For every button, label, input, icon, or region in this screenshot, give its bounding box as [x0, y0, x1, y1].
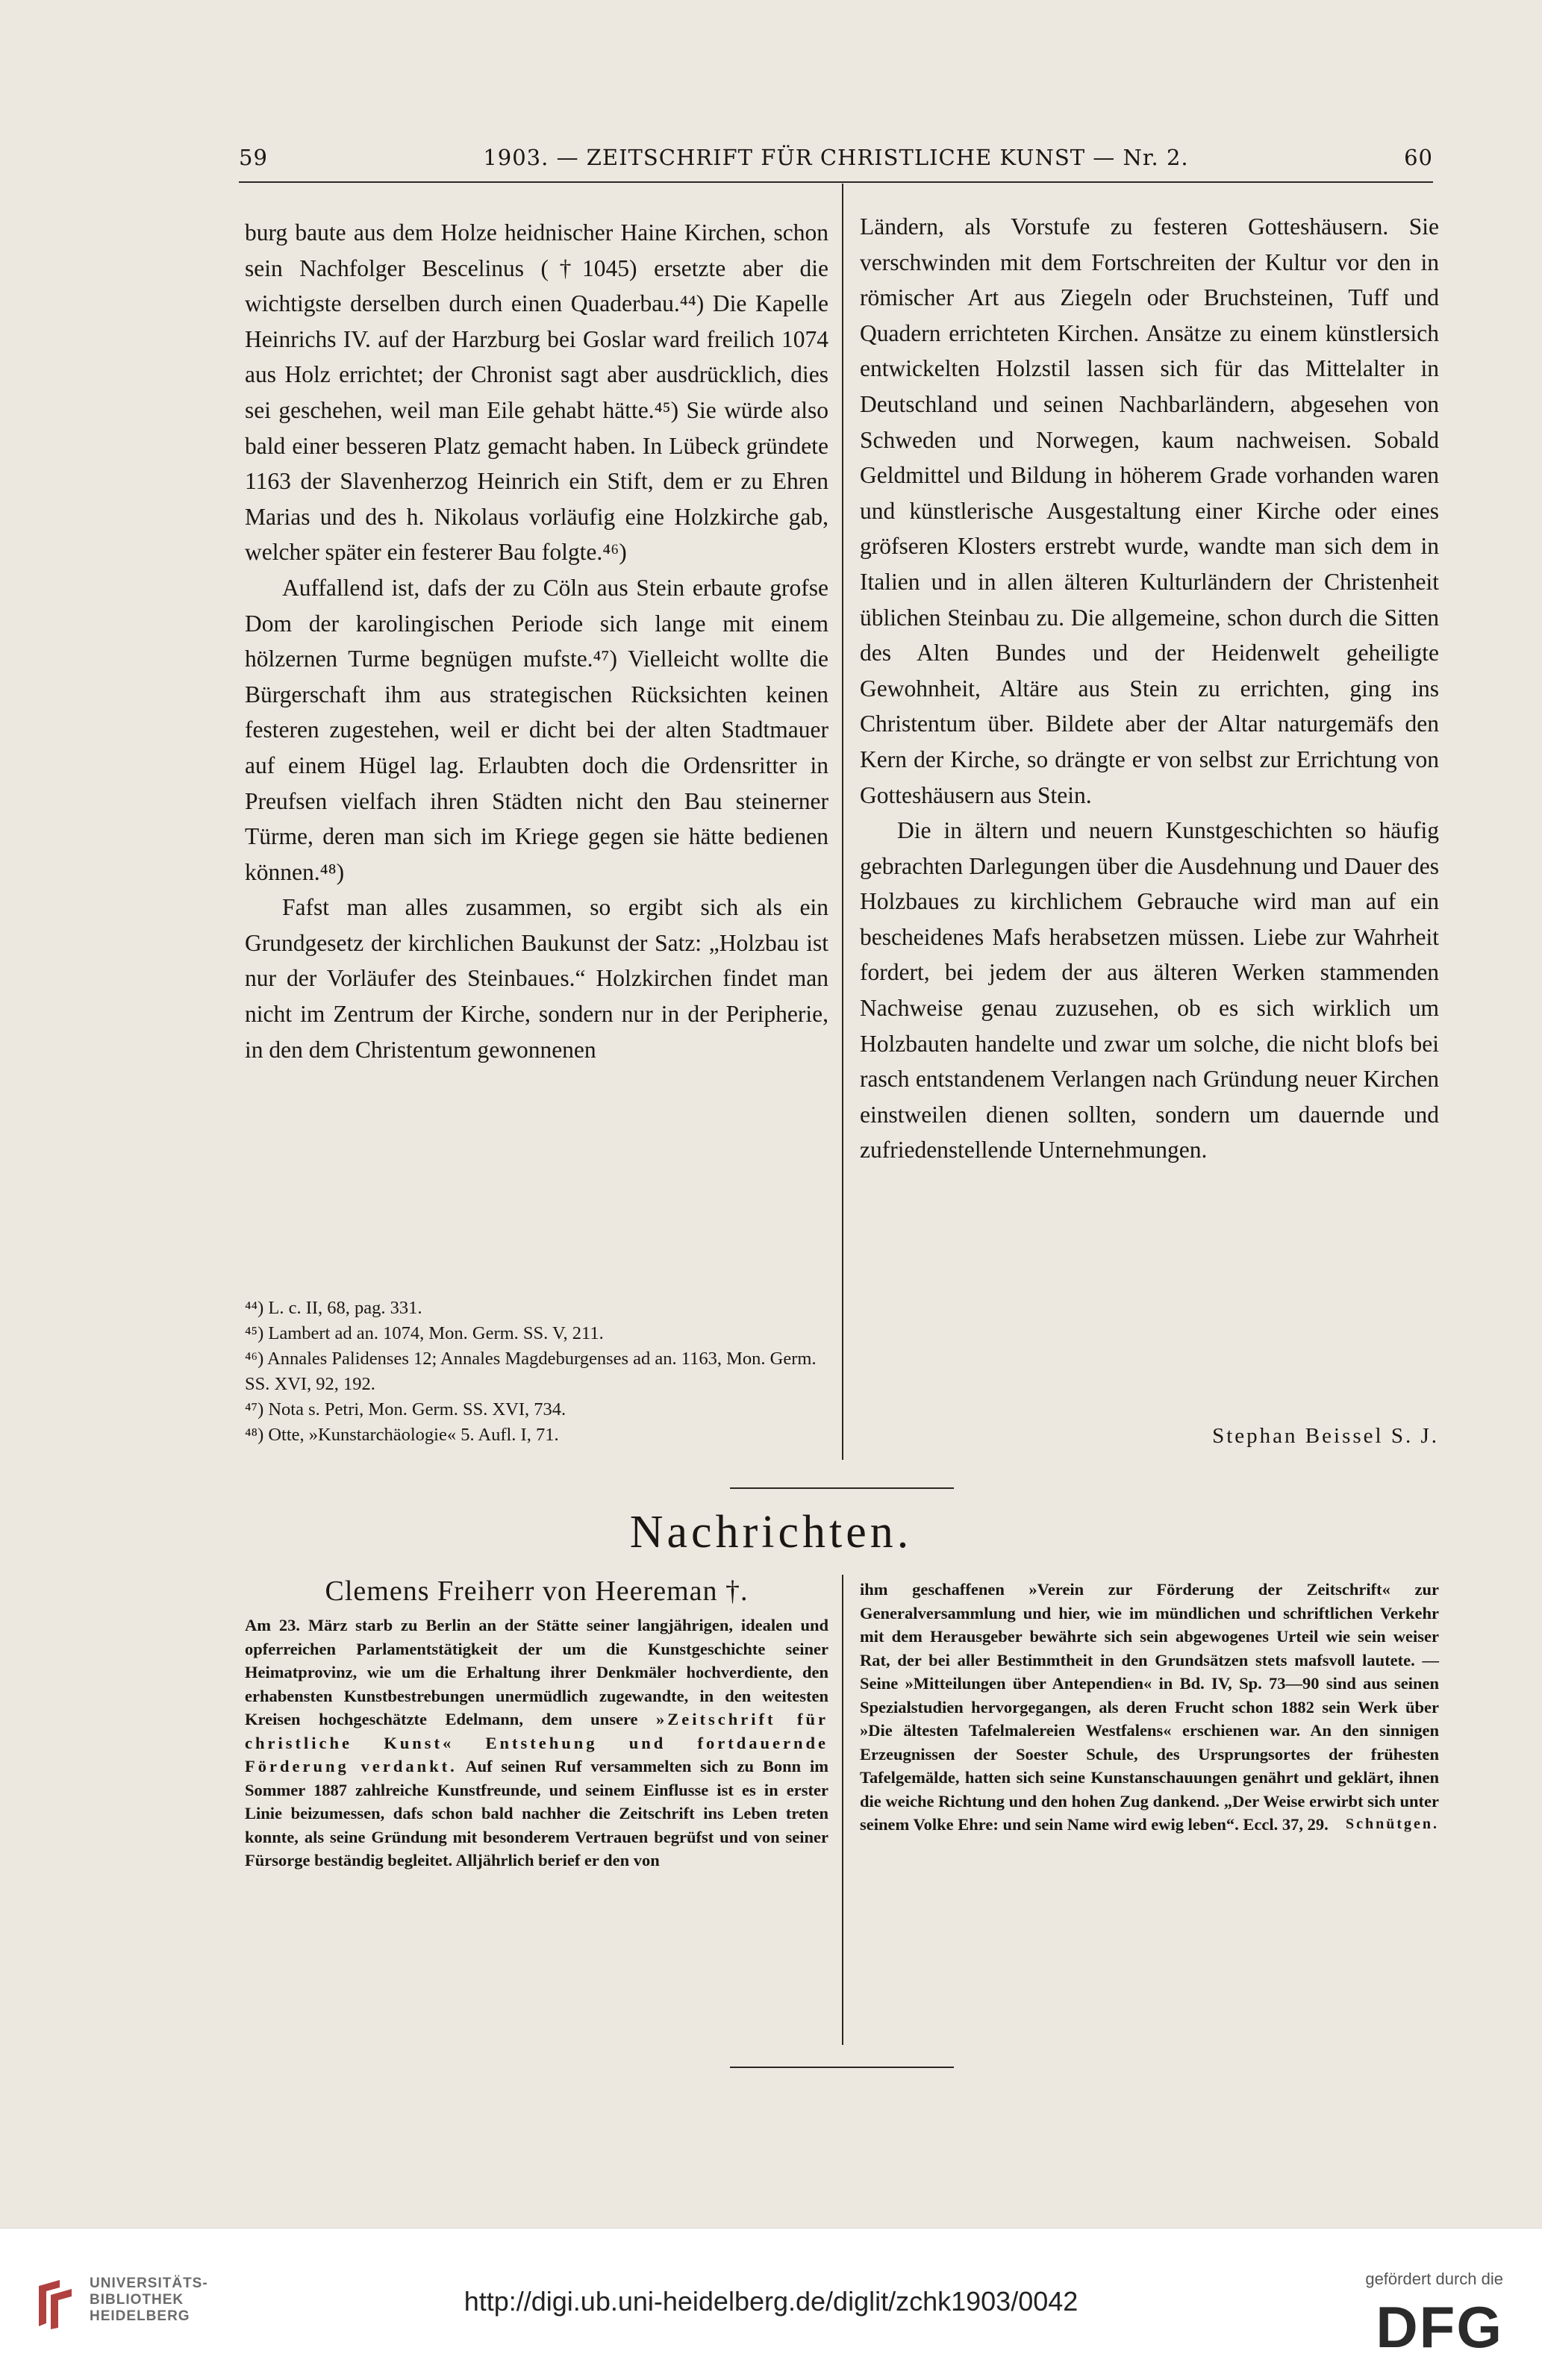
page-number-left: 59 — [239, 145, 268, 170]
journal-title: 1903. — ZEITSCHRIFT FÜR CHRISTLICHE KUNST — Nr. 2. — [483, 145, 1189, 170]
section-separator — [730, 1487, 954, 1489]
library-name-line: BIBLIOTHEK — [90, 2292, 184, 2308]
viewer-footer — [0, 2228, 1542, 2380]
obituary-emphasis: »Zeitschrift für christliche Kunst« Entstehung und fortdauernde Förderung verdankt. — [245, 1710, 828, 1775]
column-divider — [842, 1575, 843, 2045]
footnote: ⁴⁸) Otte, »Kunstarchäologie« 5. Aufl. I, 71. — [245, 1425, 559, 1445]
paragraph: Die in ältern und neuern Kunstgeschichten so häufig gebrachten Darlegungen über die Ausdehnung und Dauer des Holzbaues zu kirchlichem Gebrauche wird man auf ein bescheidenes Mafs herabsetzen müssen. Liebe zur Wahrheit fordert, bei jedem der aus älteren Werken stammenden Nachweise genau zuzusehen, ob es sich wirklich um Holzbauten handelte und zwar um solche, die nicht blofs bei rasch entstandenem Verlangen nach Gründung neuer Kirchen einstweilen dienen sollten, sondern um dauernde und zufriedenstellende Unternehmungen. — [860, 817, 1439, 1164]
obituary-paragraph — [245, 1614, 828, 1873]
footnote: ⁴⁵) Lambert ad an. 1074, Mon. Germ. SS. V, 211. — [245, 1323, 604, 1343]
author-signature: Stephan Beissel S. J. — [1212, 1424, 1439, 1448]
library-name-line: UNIVERSITÄTS- — [90, 2276, 208, 2291]
running-header — [239, 137, 1433, 179]
obituary-text: ihm geschaffenen »Verein zur Förderung der Zeitschrift« zur Generalversammlung und hier, wie im mündlichen und schriftlichen Verkehr mit dem Herausgeber bewährte sich sein abgewogenes Urteil wie sein weiser Rat, der bei aller Bestimmtheit in den Grundsätzen stets mafsvoll lautete. — Seine »Mitteilungen über Antependien« in Bd. IV, Sp. 73—90 sind aus seinen Spezialstudien hervorgegangen, als deren Frucht schon 1882 sein Werk über »Die ältesten Tafelmalereien Westfalens« erschienen war. An den sinnigen Erzeugnissen der Soester Schule, des Ursprungsortes der frühesten Tafelgemälde, hatten sich seine Kunstanschauungen genährt und geklärt, ihnen die weiche Richtung und den hohen Zug dankend. „Der Weise erwirbt sich unter seinem Volke Ehre: und sein Name wird ewig leben“. Eccl. 37, 29. — [860, 1580, 1439, 1834]
obituary-left-column — [245, 1614, 828, 1873]
paragraph: Fafst man alles zusammen, so ergibt sich als ein Grundgesetz der kirchlichen Baukunst der Satz: „Holzbau ist nur der Vorläufer des Steinbaues.“ Holzkirchen findet man nicht im Zentrum der Kirche, sondern nur in der Peripherie, in den dem Christentum gewonnenen — [245, 894, 828, 1063]
column-divider — [842, 184, 843, 1460]
paragraph: Auffallend ist, dafs der zu Cöln aus Stein erbaute grofse Dom der karolingischen Periode sich lange mit einem hölzernen Turme begnügen mufste.⁴⁷) Vielleicht wollte die Bürgerschaft ihm aus strategischen Rücksichten keinen festeren zugestehen, weil er dicht bei der alten Stadtmauer auf einem Hügel lag. Erlaubten doch die Ordensritter in Preufsen vielfach ihren Städten nicht den Bau steinerner Türme, deren man sich im Kriege gegen sie hätte bedienen können.⁴⁸) — [245, 574, 828, 885]
obituary-right-column — [860, 1578, 1439, 1837]
obituary-paragraph — [860, 1578, 1439, 1837]
footnote: ⁴⁷) Nota s. Petri, Mon. Germ. SS. XVI, 734. — [245, 1399, 566, 1419]
page-number-right: 60 — [1404, 145, 1433, 170]
obituary-signature: Schnütgen. — [1345, 1816, 1439, 1832]
footnotes — [245, 1296, 828, 1448]
permalink-url[interactable]: http://digi.ub.uni-heidelberg.de/diglit/zchk1903/0042 — [463, 2286, 1079, 2317]
section-separator — [730, 2067, 954, 2068]
library-name-line: HEIDELBERG — [90, 2308, 190, 2324]
funding-text: gefördert durch die — [1365, 2270, 1503, 2288]
obituary-text: Auf seinen Ruf versammelten sich zu Bonn im Sommer 1887 zahlreiche Kunstfreunde, und seinem Einflusse ist es in erster Linie beizumessen, dafs schon bald nachher die Zeitschrift ins Leben treten konnte, als seine Gründung mit besonderem Vertrauen begrüfst und von seiner Fürsorge beständig begleitet. Alljährlich berief er den von — [245, 1757, 829, 1870]
section-title: Nachrichten. — [629, 1507, 913, 1558]
obituary-text: Am 23. März starb zu Berlin an der Stätte seiner langjährigen, idealen und opferreichen Parlamentstätigkeit der um die Kunstgeschichte seiner Heimatprovinz, wie um die Erhaltung ihrer Denkmäler hochverdiente, den erhabensten Kunstbestrebungen unermüdlich zugewandte, in den weitesten Kreisen hochgeschätzte Edelmann, dem unsere — [245, 1616, 828, 1728]
paragraph: Ländern, als Vorstufe zu festeren Gotteshäusern. Sie verschwinden mit dem Fortschreiten der Kultur vor den in römischer Art aus Ziegeln oder Bruchsteinen, Tuff und Quadern errichteten Kirchen. Ansätze zu einem künstlersich entwickelten Holzstil lassen sich für das Mittelalter in Deutschland und seinen Nachbarländern, abgesehen von Schweden und Norwegen, kaum nachweisen. Sobald Geldmittel und Bildung in höherem Grade vorhanden waren und künstlerische Ausgestaltung einer Kirche oder eines gröfseren Klosters erstrebt wurde, wandte man sich dem in Italien und in allen älteren Kulturländern der Christenheit üblichen Steinbau zu. Die allgemeine, schon durch die Sitten des Alten Bundes und der Heidenwelt geheiligte Gewohnheit, Altäre aus Stein zu errichten, ging ins Christentum über. Bildete aber der Altar naturgemäfs den Kern der Kirche, so drängte er von selbst zur Errichtung von Gotteshäusern aus Stein. — [860, 213, 1439, 808]
footnote: ⁴⁴) L. c. II, 68, pag. 331. — [245, 1298, 422, 1318]
obituary-title: Clemens Freiherr von Heereman †. — [325, 1575, 749, 1607]
paragraph: burg baute aus dem Holze heidnischer Haine Kirchen, schon sein Nachfolger Bescelinus (†1045) ersetzte aber die wichtigste derselben durch einen Quaderbau.⁴⁴) Die Kapelle Heinrichs IV. auf der Harzburg bei Goslar ward freilich 1074 aus Holz errichtet; der Chronist sagt aber ausdrücklich, dies sei geschehen, weil man Eile gehabt hätte.⁴⁵) Sie würde also bald einer besseren Platz gemacht haben. In Lübeck gründete 1163 der Slavenherzog Heinrich ein Stift, dem er zu Ehren Marias und des h. Nikolaus vorläufig eine Holzkirche gab, welcher später ein festerer Bau folgte.⁴⁶) — [245, 219, 828, 566]
footnote: ⁴⁶) Annales Palidenses 12; Annales Magdeburgenses ad an. 1163, Mon. Germ. SS. XVI, 92, 192. — [245, 1349, 817, 1394]
left-column — [245, 215, 828, 1067]
header-rule — [239, 181, 1433, 183]
dfg-logo: DFG — [1376, 2294, 1503, 2360]
right-column — [860, 209, 1439, 1168]
